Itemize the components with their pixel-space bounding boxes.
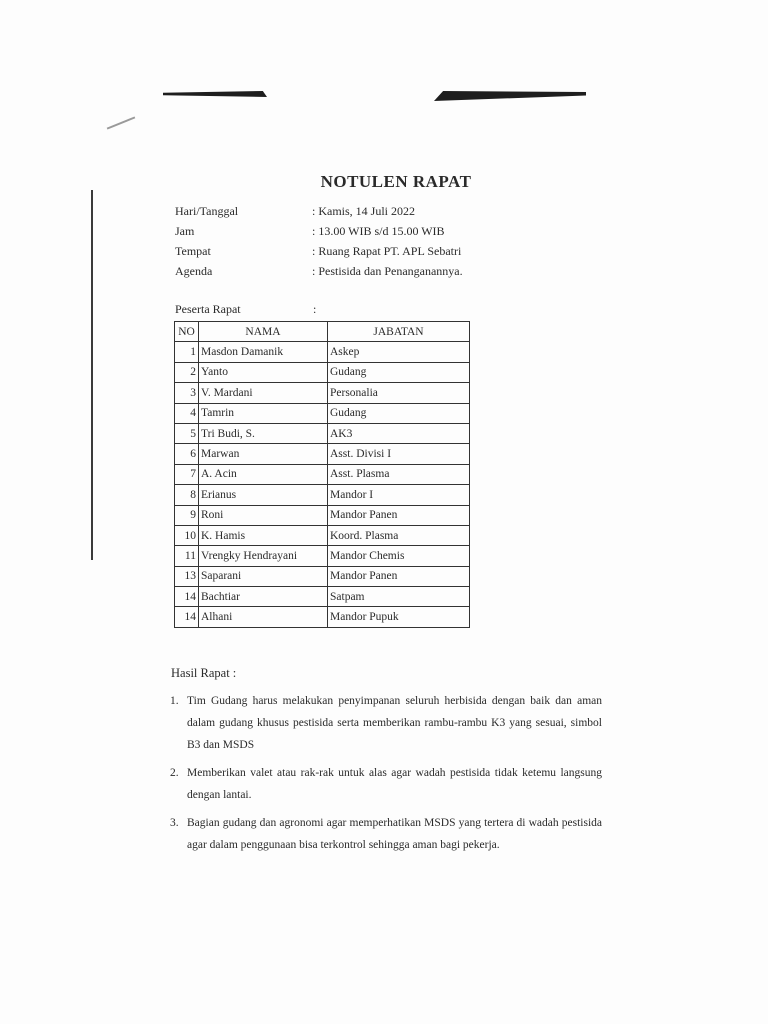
result-number: 2. [170, 767, 179, 779]
cell-nama: Roni [199, 505, 328, 525]
scan-edge-line [91, 190, 93, 560]
cell-nama: Marwan [199, 444, 328, 464]
cell-jabatan: Mandor Panen [328, 505, 470, 525]
cell-jabatan: AK3 [328, 423, 470, 443]
header-no: NO [175, 322, 199, 342]
cell-nama: Bachtiar [199, 587, 328, 607]
document-title: NOTULEN RAPAT [320, 172, 472, 191]
cell-jabatan: Asst. Plasma [328, 464, 470, 484]
result-text: Bagian gudang dan agronomi agar memperhatikan MSDS yang tertera di wadah pestisida agar dalam penggunaan bisa terkontrol sehingga aman bagi pekerja. [187, 817, 602, 851]
table-row [175, 423, 470, 443]
participants-heading [175, 302, 316, 317]
cell-nama: Erianus [199, 485, 328, 505]
cell-no: 2 [175, 362, 199, 382]
table-row [175, 342, 470, 362]
cell-jabatan: Gudang [328, 362, 470, 382]
cell-no: 4 [175, 403, 199, 423]
list-item [170, 812, 602, 856]
attendee-table [174, 321, 470, 628]
cell-no: 3 [175, 383, 199, 403]
cell-jabatan: Koord. Plasma [328, 525, 470, 545]
cell-no: 10 [175, 525, 199, 545]
cell-nama: Vrengky Hendrayani [199, 546, 328, 566]
table-row [175, 525, 470, 545]
participants-colon: : [313, 302, 317, 316]
cell-nama: Alhani [199, 607, 328, 627]
cell-no: 14 [175, 587, 199, 607]
table-row [175, 587, 470, 607]
cell-no: 5 [175, 423, 199, 443]
table-row [175, 362, 470, 382]
cell-jabatan: Mandor Panen [328, 566, 470, 586]
cell-nama: Tri Budi, S. [199, 423, 328, 443]
table-row [175, 403, 470, 423]
cell-jabatan: Personalia [328, 383, 470, 403]
pen-stroke-mark [107, 116, 136, 129]
meta-label: Hari/Tanggal [175, 204, 239, 218]
cell-no: 8 [175, 485, 199, 505]
meta-label: Jam [175, 224, 195, 238]
scan-tape-mark-left [163, 91, 267, 97]
header-nama: NAMA [199, 322, 328, 342]
table-row [175, 485, 470, 505]
meta-value: : Kamis, 14 Juli 2022 [312, 204, 416, 218]
cell-jabatan: Mandor I [328, 485, 470, 505]
cell-no: 7 [175, 464, 199, 484]
cell-nama: Masdon Damanik [199, 342, 328, 362]
meeting-meta [175, 201, 463, 281]
meta-label: Agenda [175, 264, 213, 278]
meta-row-place [175, 241, 463, 261]
cell-no: 9 [175, 505, 199, 525]
list-item [170, 690, 602, 756]
table-header-row [175, 322, 470, 342]
cell-no: 13 [175, 566, 199, 586]
table-row [175, 607, 470, 627]
header-jabatan: JABATAN [328, 322, 470, 342]
table-row [175, 566, 470, 586]
cell-nama: K. Hamis [199, 525, 328, 545]
meta-row-agenda [175, 261, 463, 281]
result-number: 3. [170, 817, 179, 829]
meta-value: : Pestisida dan Penanganannya. [312, 264, 463, 278]
cell-nama: Saparani [199, 566, 328, 586]
cell-jabatan: Mandor Chemis [328, 546, 470, 566]
result-text: Memberikan valet atau rak-rak untuk alas agar wadah pestisida tidak ketemu langsung dengan lantai. [187, 767, 602, 801]
meta-value: : 13.00 WIB s/d 15.00 WIB [312, 224, 445, 238]
table-row [175, 383, 470, 403]
cell-jabatan: Satpam [328, 587, 470, 607]
table-row [175, 444, 470, 464]
cell-jabatan: Askep [328, 342, 470, 362]
table-row [175, 546, 470, 566]
cell-nama: A. Acin [199, 464, 328, 484]
cell-no: 6 [175, 444, 199, 464]
table-row [175, 505, 470, 525]
result-text: Tim Gudang harus melakukan penyimpanan seluruh herbisida dengan baik dan aman dalam gudang khusus pestisida serta memberikan rambu-rambu K3 yang sesuai, simbol B3 dan MSDS [187, 695, 602, 751]
cell-jabatan: Mandor Pupuk [328, 607, 470, 627]
meta-row-date [175, 201, 463, 221]
scan-tape-mark-right [434, 91, 586, 101]
results-list [170, 690, 602, 862]
meta-row-time [175, 221, 463, 241]
participants-label: Peserta Rapat [175, 302, 241, 316]
results-heading: Hasil Rapat : [171, 666, 237, 680]
cell-nama: Tamrin [199, 403, 328, 423]
table-row [175, 464, 470, 484]
list-item [170, 762, 602, 806]
cell-no: 1 [175, 342, 199, 362]
meta-value: : Ruang Rapat PT. APL Sebatri [312, 244, 462, 258]
cell-no: 11 [175, 546, 199, 566]
cell-no: 14 [175, 607, 199, 627]
cell-jabatan: Gudang [328, 403, 470, 423]
result-number: 1. [170, 695, 179, 707]
cell-nama: Yanto [199, 362, 328, 382]
meta-label: Tempat [175, 244, 211, 258]
cell-nama: V. Mardani [199, 383, 328, 403]
cell-jabatan: Asst. Divisi I [328, 444, 470, 464]
